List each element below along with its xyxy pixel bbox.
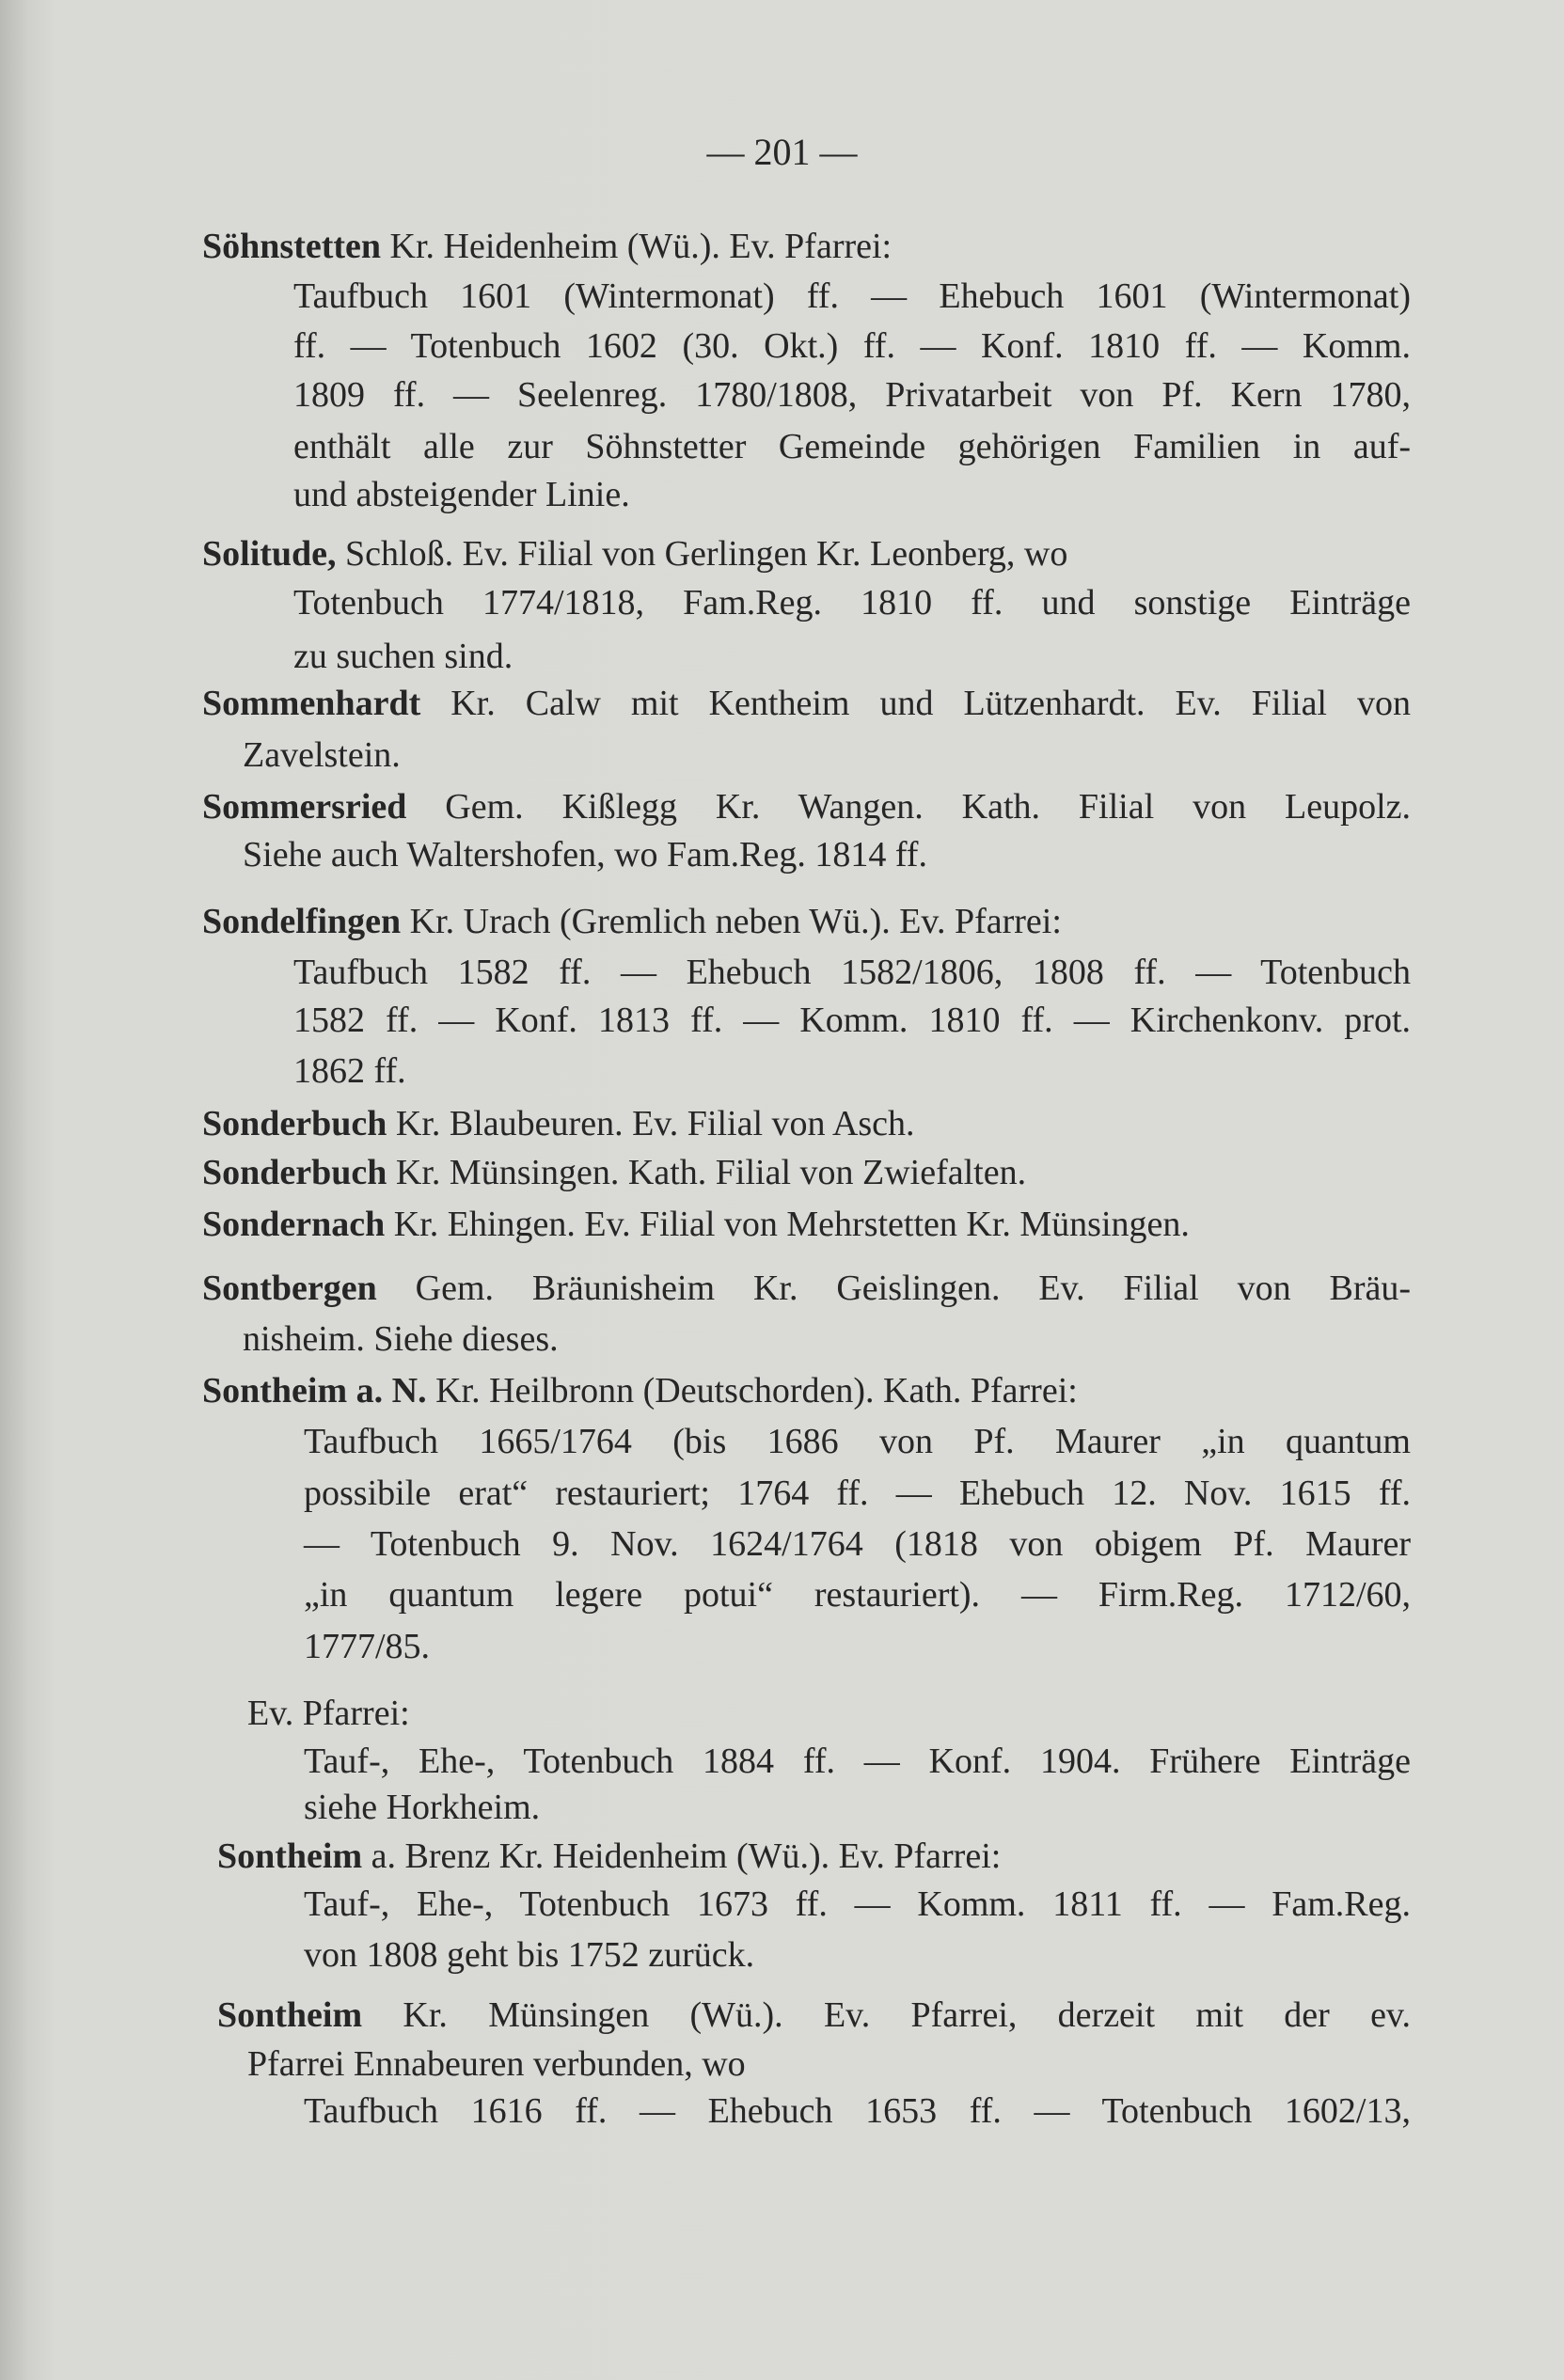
entry-text: 1862 ff. [293, 1051, 406, 1091]
entry-text-line [304, 1740, 1411, 1783]
entry-text: Taufbuch 1665/1764 (bis 1686 von Pf. Maurer „in quantum [304, 1422, 1411, 1461]
entry-text-line [293, 581, 1411, 624]
place-name: Sommersried [202, 787, 407, 827]
entry-heading-line [217, 1835, 1001, 1878]
entry-text: Kr. Urach (Gremlich neben Wü.). Ev. Pfarrei: [401, 902, 1062, 941]
entry-heading-line [202, 785, 1411, 828]
entry-text: Kr. Heidenheim (Wü.). Ev. Pfarrei: [381, 227, 893, 266]
page-number: — 201 — [706, 131, 858, 173]
entry-text: Schloß. Ev. Filial von Gerlingen Kr. Leonberg, wo [336, 534, 1068, 574]
entry-text-line [304, 1522, 1411, 1566]
entry-text: Gem. Kißlegg Kr. Wangen. Kath. Filial von Leupolz. [406, 787, 1411, 827]
entry-text: Kr. Calw mit Kentheim und Lützenhardt. Ev. Filial von [420, 684, 1411, 723]
entry-text: Kr. Blaubeuren. Ev. Filial von Asch. [387, 1104, 915, 1143]
entry-text: von 1808 geht bis 1752 zurück. [304, 1935, 755, 1975]
place-name: Sonderbuch [202, 1153, 387, 1192]
entry-text: Tauf-, Ehe-, Totenbuch 1673 ff. — Komm. 1811 ff. — Fam.Reg. [304, 1884, 1411, 1924]
entry-text-line [243, 733, 401, 777]
entry-text: Kr. Münsingen. Kath. Filial von Zwiefalten. [387, 1153, 1027, 1192]
entry-text-line [304, 1786, 540, 1829]
entry-heading-line [202, 1369, 1078, 1412]
entry-text: ff. — Totenbuch 1602 (30. Okt.) ff. — Konf. 1810 ff. — Komm. [293, 326, 1411, 366]
entry-text-line [304, 1573, 1411, 1616]
entry-text-line [293, 324, 1411, 368]
entry-text: zu suchen sind. [293, 637, 513, 676]
place-name: Sondelfingen [202, 902, 402, 941]
entry-heading-line [202, 900, 1062, 943]
entry-text: Zavelstein. [243, 735, 401, 775]
entry-text: Ev. Pfarrei: [247, 1694, 410, 1733]
entry-text: Totenbuch 1774/1818, Fam.Reg. 1810 ff. und sonstige Einträge [293, 583, 1411, 623]
entry-text-line [243, 1317, 559, 1361]
entry-text-line [293, 951, 1411, 994]
entry-text: 1582 ff. — Konf. 1813 ff. — Komm. 1810 ff. — Kirchenkonv. prot. [293, 1001, 1411, 1040]
entry-text: Kr. Ehingen. Ev. Filial von Mehrstetten Kr. Münsingen. [385, 1205, 1190, 1244]
entry-text: Gem. Bräunisheim Kr. Geislingen. Ev. Filial von Bräu- [376, 1269, 1411, 1308]
entry-text-line [247, 1692, 410, 1735]
entry-text: „in quantum legere potui“ restauriert). — Firm.Reg. 1712/60, [304, 1575, 1411, 1615]
place-name: Sontbergen [202, 1269, 377, 1308]
entry-text-line [293, 373, 1411, 417]
entry-text: 1777/85. [304, 1627, 431, 1666]
place-name: Sondernach [202, 1205, 386, 1244]
place-name: Sontheim a. N. [202, 1371, 427, 1411]
place-name: Solitude, [202, 534, 337, 574]
entry-heading-line [202, 1203, 1190, 1246]
entry-text-line [304, 2089, 1411, 2133]
entry-text-line [304, 1883, 1411, 1926]
entry-heading-line [202, 1102, 915, 1145]
place-name: Sontheim [217, 1995, 363, 2035]
entry-text: Taufbuch 1601 (Wintermonat) ff. — Ehebuch 1601 (Wintermonat) [293, 276, 1411, 316]
entry-text-line [293, 1049, 406, 1093]
entry-text: nisheim. Siehe dieses. [243, 1319, 559, 1359]
entry-heading-line [202, 1267, 1411, 1310]
entry-text-line [293, 425, 1411, 468]
place-name: Sommenhardt [202, 684, 421, 723]
entry-text: Pfarrei Ennabeuren verbunden, wo [247, 2044, 746, 2084]
entry-text-line [304, 1420, 1411, 1463]
entry-text: siehe Horkheim. [304, 1788, 541, 1827]
entry-heading-line [202, 532, 1067, 575]
entry-text: Taufbuch 1616 ff. — Ehebuch 1653 ff. — Totenbuch 1602/13, [304, 2091, 1411, 2131]
entry-text-line [304, 1933, 754, 1977]
place-name: Sontheim [217, 1836, 363, 1876]
entry-text: Taufbuch 1582 ff. — Ehebuch 1582/1806, 1808 ff. — Totenbuch [293, 953, 1411, 992]
entry-heading-line [202, 225, 892, 268]
entry-text-line [293, 275, 1411, 318]
entry-text: Kr. Heilbronn (Deutschorden). Kath. Pfarrei: [426, 1371, 1078, 1411]
entry-text-line [243, 833, 927, 876]
entry-text: und absteigender Linie. [293, 475, 630, 514]
entry-text: — Totenbuch 9. Nov. 1624/1764 (1818 von obigem Pf. Maurer [304, 1524, 1411, 1564]
place-name: Sonderbuch [202, 1104, 387, 1143]
entry-text: Kr. Münsingen (Wü.). Ev. Pfarrei, derzeit mit der ev. [362, 1995, 1411, 2035]
entry-text-line [304, 1472, 1411, 1515]
entry-text-line [304, 1625, 430, 1668]
entry-text-line [293, 999, 1411, 1042]
entry-heading-line [202, 1151, 1026, 1194]
entry-text: Tauf-, Ehe-, Totenbuch 1884 ff. — Konf. 1904. Frühere Einträge [304, 1742, 1411, 1781]
entry-text-line [293, 635, 513, 678]
entry-text: 1809 ff. — Seelenreg. 1780/1808, Privatarbeit von Pf. Kern 1780, [293, 375, 1411, 415]
entry-text: possibile erat“ restauriert; 1764 ff. — Ehebuch 12. Nov. 1615 ff. [304, 1474, 1411, 1513]
entry-text-line [247, 2042, 746, 2086]
entry-text-line [293, 473, 630, 516]
entry-text: a. Brenz Kr. Heidenheim (Wü.). Ev. Pfarrei: [362, 1836, 1002, 1876]
entry-text: Siehe auch Waltershofen, wo Fam.Reg. 1814 ff. [243, 835, 927, 875]
entry-text: enthält alle zur Söhnstetter Gemeinde gehörigen Familien in auf- [293, 427, 1411, 466]
entry-heading-line [217, 1994, 1411, 2037]
entry-heading-line [202, 682, 1411, 725]
place-name: Söhnstetten [202, 227, 382, 266]
